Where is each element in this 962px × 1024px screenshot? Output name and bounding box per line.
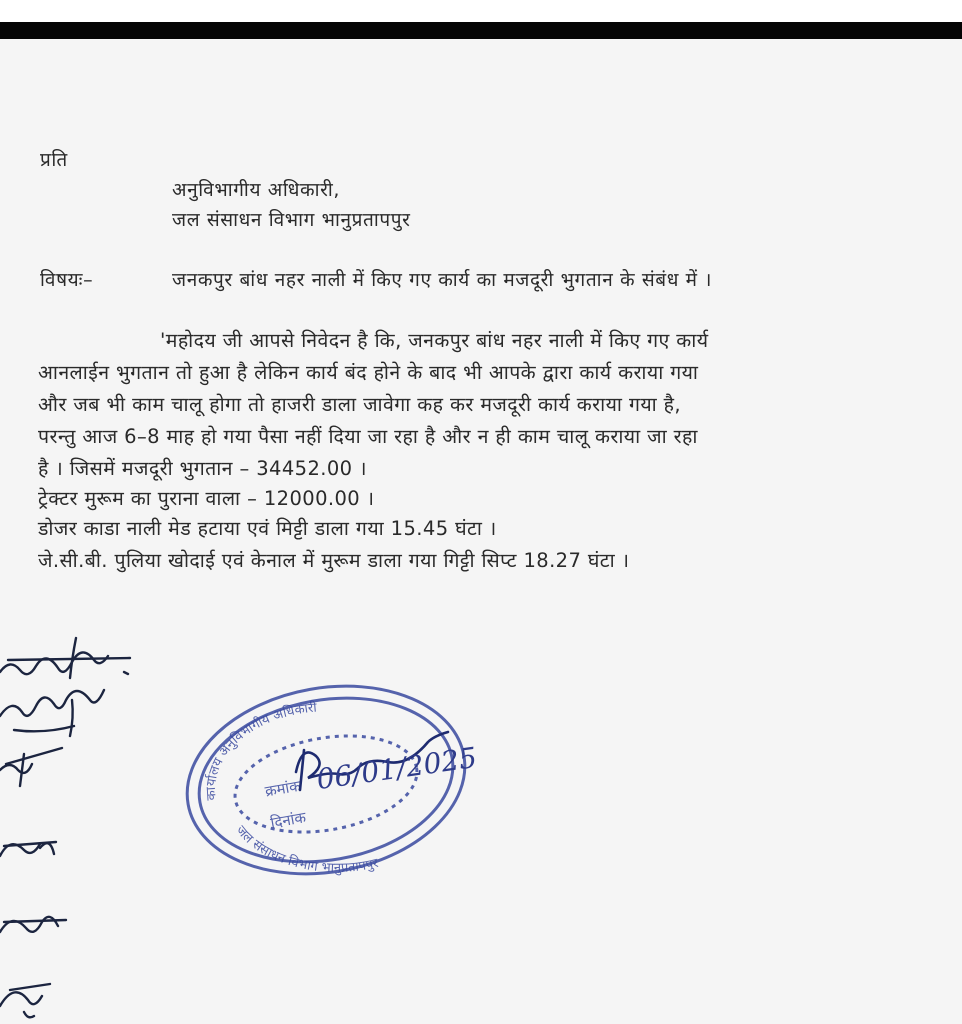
stamp-outer-text: कार्यालय अनुविभागीय अधिकारी xyxy=(203,700,318,801)
stamp-bottom-text: जल संसाधन विभाग भानुप्रतापपुर xyxy=(232,823,380,876)
body-line: है । जिसमें मजदूरी भुगतान – 34452.00 । xyxy=(38,457,367,480)
body-line: 'महोदय जी आपसे निवेदन है कि, जनकपुर बांध नहर नाली में किए गए कार्य xyxy=(160,329,709,352)
handwritten-signatures xyxy=(0,620,150,1024)
stamp-date-label: दिनांक xyxy=(269,808,308,833)
subject-text: जनकपुर बांध नहर नाली में किए गए कार्य का मजदूरी भुगतान के संबंध में । xyxy=(172,269,713,291)
top-margin xyxy=(0,0,962,22)
body-line: ट्रेक्टर मुरूम का पुराना वाला – 12000.00 । xyxy=(38,487,375,510)
scan-edge-band xyxy=(0,22,962,39)
body-line: और जब भी काम चालू होगा तो हाजरी डाला जावेगा कह कर मजदूरी कार्य कराया गया है, xyxy=(38,393,682,416)
recipient-title: अनुविभागीय अधिकारी, xyxy=(172,179,341,201)
subject-label: विषयः– xyxy=(40,269,94,291)
body-line: डोजर काडा नाली मेड हटाया एवं मिट्टी डाला गया 15.45 घंटा । xyxy=(38,517,497,540)
stamp-date: 06/01/2025 xyxy=(314,740,479,797)
body-line: परन्तु आज 6–8 माह हो गया पैसा नहीं दिया जा रहा है और न ही काम चालू कराया जा रहा xyxy=(38,425,698,448)
body-line: आनलाईन भुगतान तो हुआ है लेकिन कार्य बंद होने के बाद भी आपके द्वारा कार्य कराया गया xyxy=(38,361,699,384)
salutation: प्रति xyxy=(40,149,68,171)
body-line: जे.सी.बी. पुलिया खोदाई एवं केनाल में मुरूम डाला गया गिट्टी सिप्ट 18.27 घंटा । xyxy=(38,549,630,572)
recipient-department: जल संसाधन विभाग भानुप्रतापपुर xyxy=(172,209,411,231)
stamp-inward-label: क्रमांक xyxy=(263,776,303,801)
